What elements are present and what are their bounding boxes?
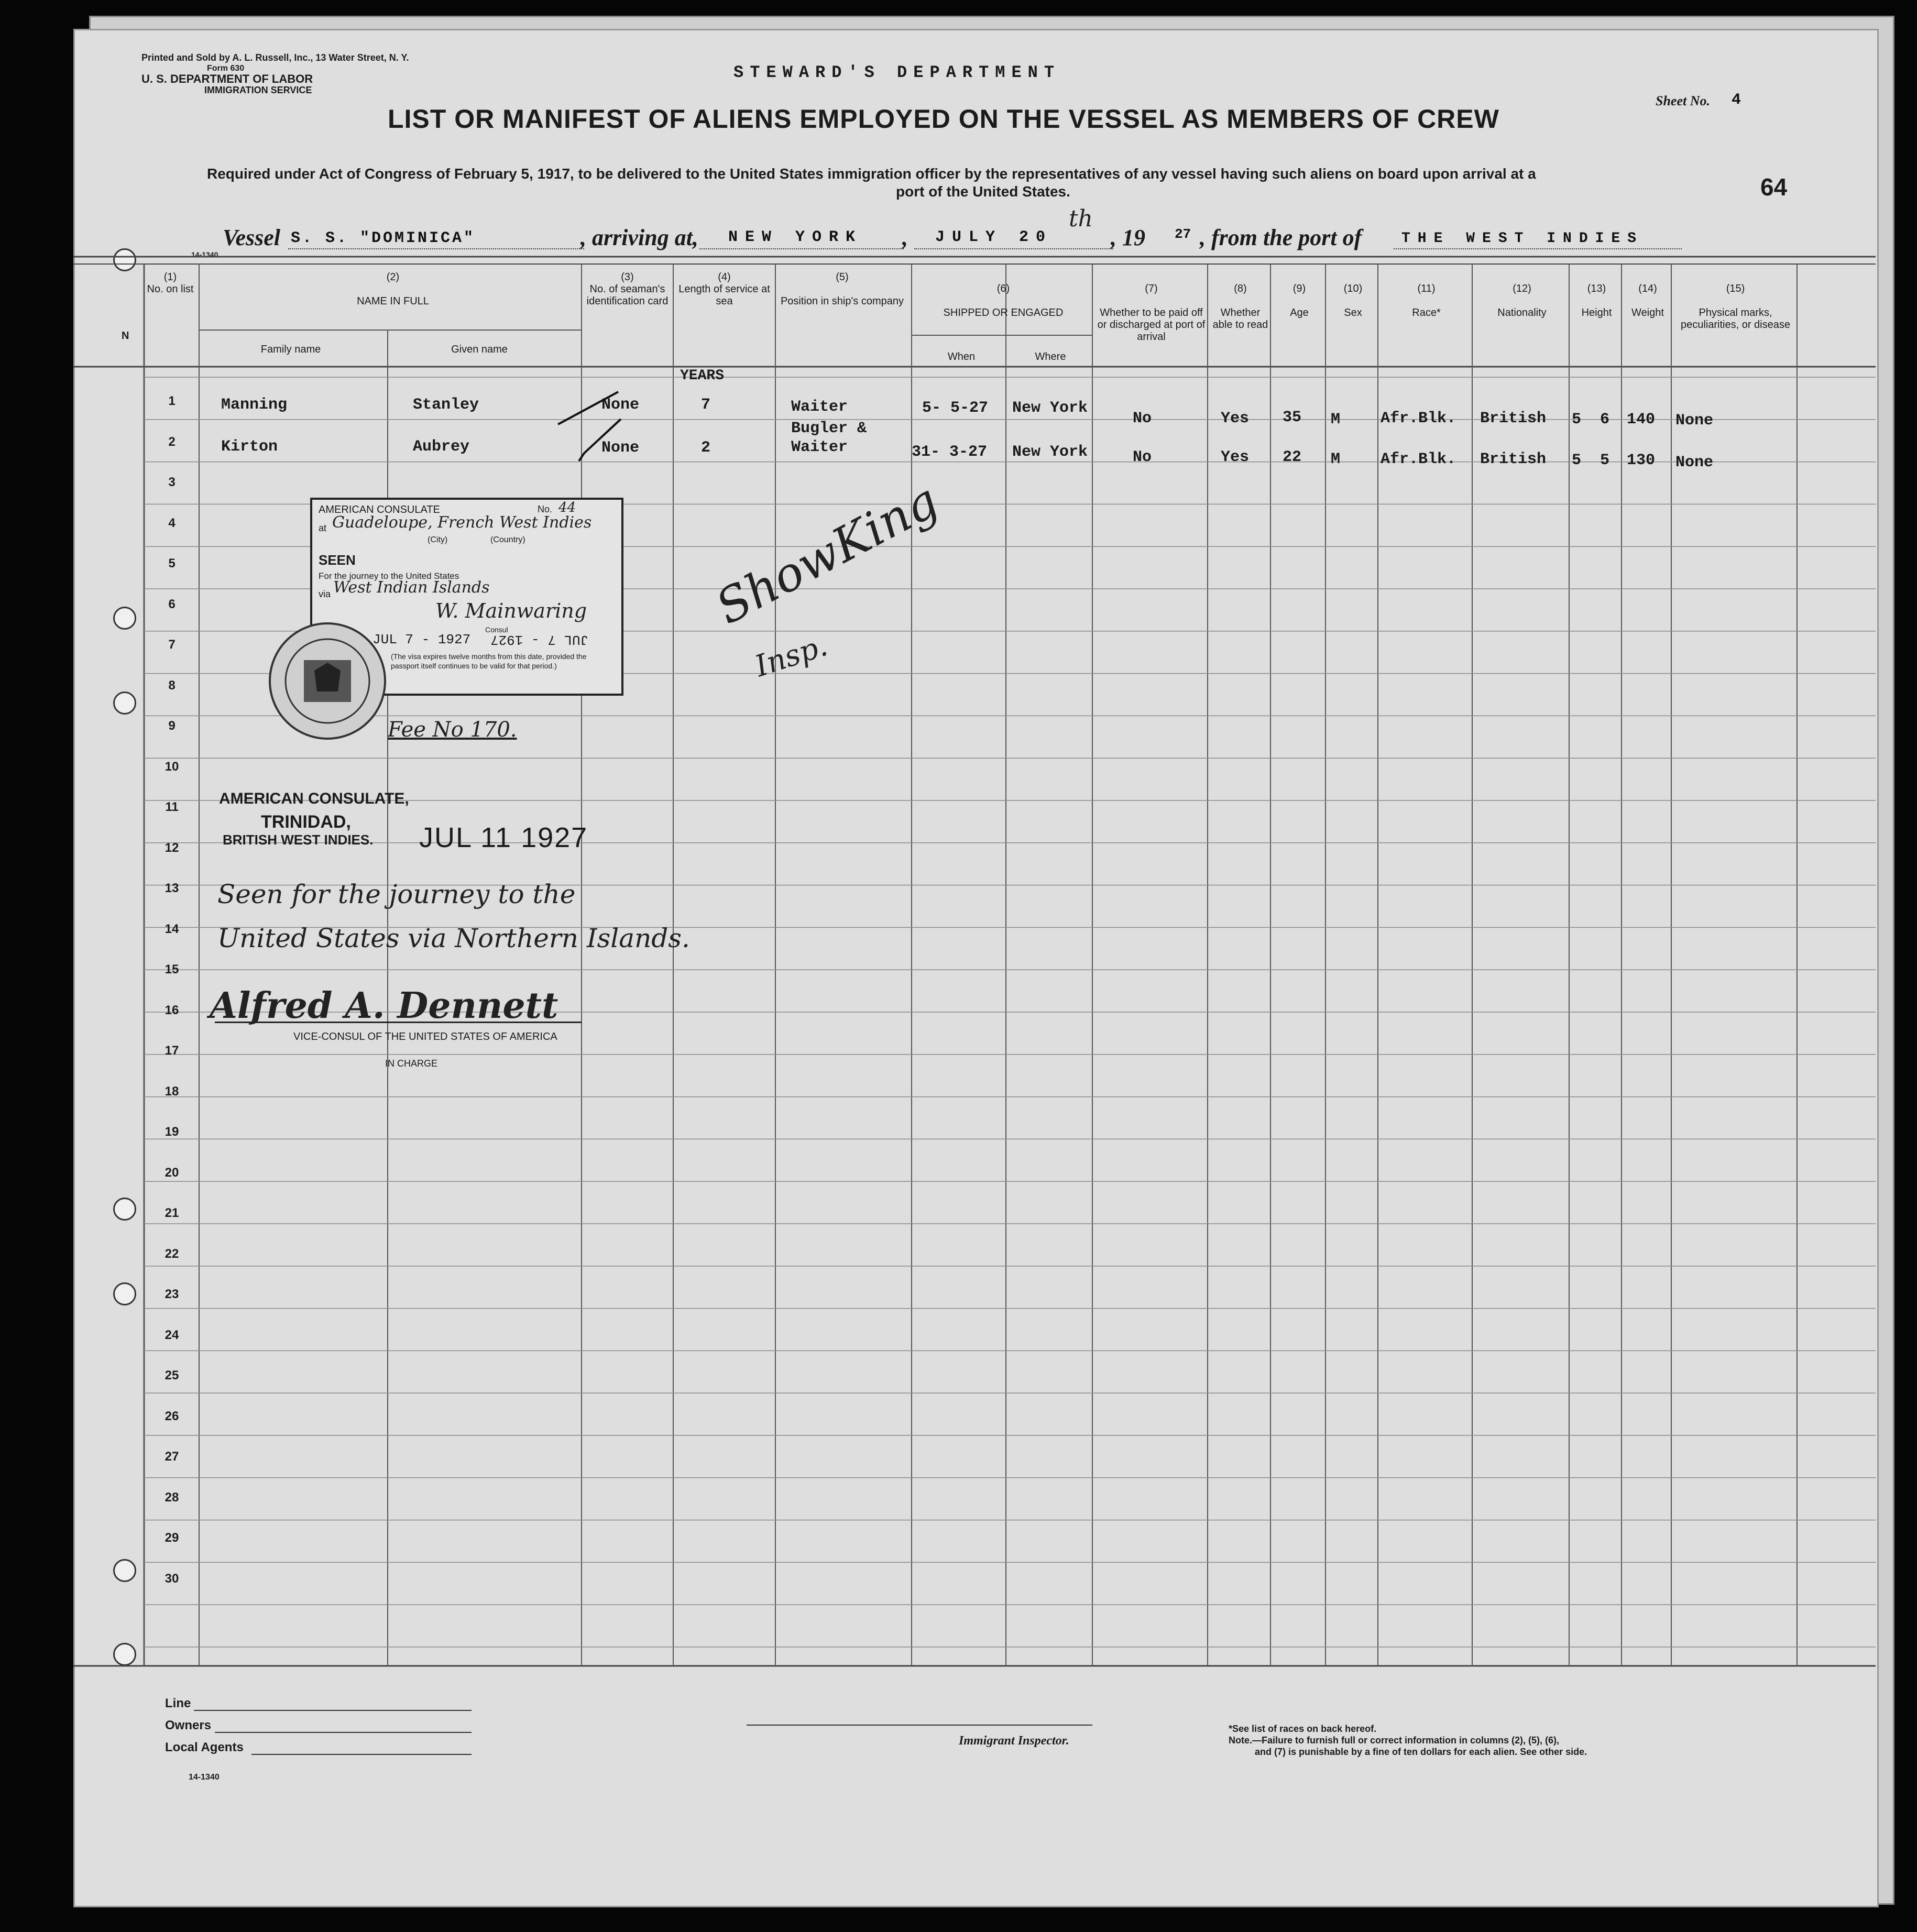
- col-1-header: (1) No. on list: [147, 271, 194, 295]
- given-name: Aubrey: [413, 438, 470, 456]
- arrival-port: NEW YORK: [728, 228, 863, 246]
- row-number: 20: [165, 1165, 179, 1180]
- row-number: 24: [165, 1327, 179, 1342]
- footer-note-2: Note.—Failure to furnish full or correct information in columns (2), (5), (6),: [1229, 1735, 1560, 1746]
- col-3-header: (3) No. of seaman's identification card: [586, 271, 669, 307]
- height: 5 6: [1572, 411, 1610, 429]
- row-number: 4: [168, 515, 176, 530]
- col-14-header: (14) Weight: [1631, 283, 1664, 319]
- sheet-label: Sheet No.: [1656, 93, 1710, 108]
- row-number: 19: [165, 1125, 179, 1139]
- col-12-header: (12) Nationality: [1497, 283, 1547, 319]
- fee-note: Fee No 170.: [388, 718, 517, 742]
- check-marks: [555, 388, 629, 466]
- position: Waiter: [791, 398, 848, 416]
- requirement-line-1: Required under Act of Congress of February 5, 1917, to be delivered to the United States immigration officer by the representatives of any vessel having such aliens on board upon arrival at a: [207, 166, 1536, 182]
- row-number: 12: [165, 840, 179, 855]
- trinidad-stamp-line-2: TRINIDAD,: [261, 812, 351, 832]
- consulate-seal: [265, 618, 390, 744]
- where-subheader: Where: [1035, 351, 1066, 363]
- given-name: Stanley: [413, 396, 479, 414]
- from-label: , from the port of: [1200, 225, 1362, 250]
- family-name: Manning: [221, 396, 288, 414]
- vessel-label: Vessel: [223, 225, 280, 250]
- consulate-stamp-guadeloupe: AMERICAN CONSULATE No. 44 at Guadeloupe, French West Indies (City) (Country) SEEN For the journey to the United States via West Indian Islands W. Mainwaring Consul JUL 7 - 1927 JUL 7 - 1927 (The visa expires twelve months from this date, provided the passport itself continues to be valid for that period.): [310, 498, 623, 696]
- row-number: 3: [168, 475, 176, 489]
- row-number: 15: [165, 962, 179, 976]
- physical-marks: None: [1675, 412, 1714, 430]
- id-card: None: [601, 396, 640, 414]
- row-number: 9: [168, 719, 176, 733]
- row-number: 26: [165, 1409, 179, 1423]
- trinidad-stamp-line-3: BRITISH WEST INDIES.: [223, 832, 374, 848]
- year-suffix: 27: [1175, 226, 1191, 242]
- requirement-line-2: port of the United States.: [896, 183, 1070, 200]
- sex: M: [1331, 411, 1341, 429]
- col-4-header: (4) Length of service at sea: [678, 271, 770, 307]
- form-number: Form 630: [207, 64, 245, 73]
- col-5-header: (5) Position in ship's company: [780, 271, 904, 307]
- inspector-signature: ShowKing: [707, 473, 947, 635]
- row-number: 10: [165, 759, 179, 774]
- shipped-where: New York: [1012, 399, 1088, 417]
- service-years: 2: [701, 439, 711, 457]
- row-number: 18: [165, 1084, 179, 1099]
- footer-owners-label: Owners: [165, 1718, 212, 1732]
- col-2-header: (2) NAME IN FULL: [357, 271, 429, 307]
- department-heading: STEWARD'S DEPARTMENT: [733, 63, 1061, 82]
- able-to-read: Yes: [1221, 448, 1250, 466]
- given-name-subheader: Given name: [451, 344, 508, 355]
- page-title: LIST OR MANIFEST OF ALIENS EMPLOYED ON THE VESSEL AS MEMBERS OF CREW: [388, 104, 1499, 134]
- years-subheader: YEARS: [680, 368, 725, 384]
- paid-off: No: [1133, 410, 1152, 427]
- col-7-header: (7) Whether to be paid off or discharged at port of arrival: [1097, 283, 1206, 343]
- row-number: 29: [165, 1531, 179, 1545]
- row-number: 22: [165, 1246, 179, 1261]
- row-number: 17: [165, 1044, 179, 1058]
- agency-line-2: IMMIGRATION SERVICE: [204, 85, 312, 95]
- able-to-read: Yes: [1221, 410, 1250, 427]
- row-number: 14: [165, 921, 179, 936]
- shipped-when: 5- 5-27: [922, 399, 989, 417]
- row-number: 16: [165, 1003, 179, 1017]
- handwritten-note-2: United States via Northern Islands.: [217, 923, 690, 953]
- handwritten-note-1: Seen for the journey to the: [217, 879, 576, 909]
- col-6-header: (6) SHIPPED OR ENGAGED: [943, 283, 1064, 319]
- row-number: 23: [165, 1287, 179, 1301]
- age: 35: [1283, 409, 1302, 426]
- row-number: 13: [165, 881, 179, 895]
- position: Bugler & Waiter: [791, 420, 867, 456]
- row-number: 5: [168, 556, 176, 570]
- row-number: 21: [165, 1206, 179, 1220]
- from-port: THE WEST INDIES: [1401, 230, 1644, 247]
- col-11-header: (11) Race*: [1412, 283, 1441, 319]
- arrival-date: JULY 20: [935, 228, 1053, 246]
- code-small: 14-1340: [191, 250, 218, 259]
- col-9-header: (9) Age: [1290, 283, 1309, 319]
- footer-line-label: Line: [165, 1696, 191, 1710]
- row-number: 2: [168, 434, 176, 449]
- family-name-subheader: Family name: [260, 344, 321, 355]
- vessel-name: S. S. "DOMINICA": [291, 229, 476, 247]
- in-charge-label: IN CHARGE: [385, 1058, 438, 1069]
- age: 22: [1283, 448, 1302, 466]
- row-number: 1: [168, 394, 176, 408]
- footer-code: 14-1340: [189, 1773, 220, 1782]
- race: Afr.Blk.: [1381, 451, 1456, 468]
- footer-agents-label: Local Agents: [165, 1740, 244, 1754]
- year-prefix: , 19: [1111, 225, 1145, 250]
- id-card: None: [601, 439, 640, 457]
- arriving-label: , arriving at,: [580, 225, 698, 250]
- col-10-header: (10) Sex: [1343, 283, 1363, 319]
- vice-consul-label: VICE-CONSUL OF THE UNITED STATES OF AMERICA: [293, 1031, 557, 1042]
- sex: M: [1331, 451, 1341, 468]
- service-years: 7: [701, 396, 711, 414]
- row-number: 6: [168, 597, 176, 611]
- trinidad-stamp-line-1: AMERICAN CONSULATE,: [219, 790, 409, 807]
- printer-note: Printed and Sold by A. L. Russell, Inc., 13 Water Street, N. Y.: [141, 52, 409, 63]
- page-number: 64: [1760, 173, 1788, 201]
- weight: 130: [1627, 452, 1656, 469]
- row-number: 27: [165, 1450, 179, 1464]
- row-number: 7: [168, 638, 176, 652]
- row-number: 30: [165, 1571, 179, 1586]
- row-number: 28: [165, 1490, 179, 1505]
- physical-marks: None: [1675, 454, 1714, 471]
- arrival-date-suffix: th: [1069, 205, 1093, 232]
- weight: 140: [1627, 411, 1656, 429]
- immigrant-inspector-label: Immigrant Inspector.: [959, 1734, 1069, 1748]
- height: 5 5: [1572, 452, 1610, 469]
- vice-consul-signature: Alfred A. Dennett: [210, 985, 558, 1027]
- paid-off: No: [1133, 448, 1152, 466]
- sheet-number: 4: [1732, 91, 1741, 109]
- shipped-where: New York: [1012, 443, 1088, 461]
- race: Afr.Blk.: [1381, 410, 1456, 427]
- footer-note-3: and (7) is punishable by a fine of ten dollars for each alien. See other side.: [1255, 1747, 1587, 1757]
- row-number: 11: [165, 800, 179, 814]
- footer-note-1: *See list of races on back hereof.: [1229, 1724, 1377, 1734]
- agency-line-1: U. S. DEPARTMENT OF LABOR: [141, 72, 313, 85]
- when-subheader: When: [947, 351, 976, 363]
- trinidad-stamp-date: JUL 11 1927: [419, 822, 588, 853]
- family-name: Kirton: [221, 438, 278, 456]
- row-number: 25: [165, 1368, 179, 1382]
- col-15-header: (15) Physical marks, peculiarities, or disease: [1681, 283, 1790, 331]
- nationality: British: [1480, 451, 1547, 468]
- shipped-when: 31- 3-27: [912, 443, 988, 461]
- nationality: British: [1480, 410, 1547, 427]
- row-number: 8: [168, 678, 176, 693]
- col-13-header: (13) Height: [1581, 283, 1612, 319]
- col-8-header: (8) Whether able to read: [1212, 283, 1268, 331]
- inspector-signature-2: Insp.: [751, 628, 832, 684]
